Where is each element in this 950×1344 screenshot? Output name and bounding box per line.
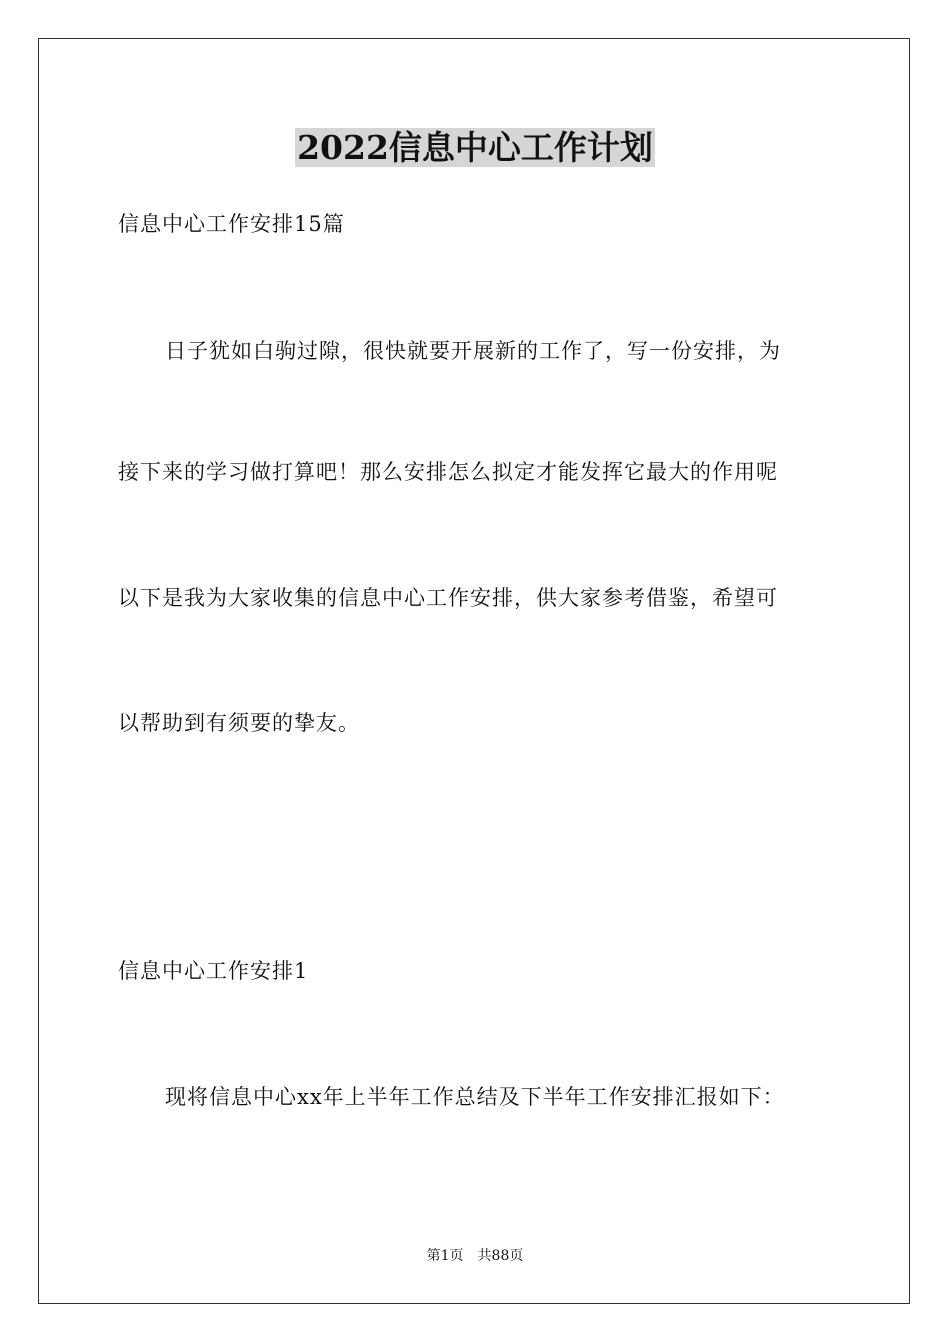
document-subtitle: 信息中心工作安排15篇	[118, 212, 345, 236]
intro-line-3: 以下是我为大家收集的信息中心工作安排，供大家参考借鉴，希望可	[118, 586, 778, 610]
intro-line-1: 日子犹如白驹过隙，很快就要开展新的工作了，写一份安排，为	[165, 339, 781, 363]
page-number: 第1页	[426, 1248, 464, 1264]
intro-line-4: 以帮助到有须要的挚友。	[118, 711, 360, 735]
document-title: 2022信息中心工作计划	[297, 128, 653, 167]
document-title-wrapper	[0, 124, 950, 172]
page-footer	[0, 1246, 950, 1266]
intro-line-2: 接下来的学习做打算吧！那么安排怎么拟定才能发挥它最大的作用呢	[118, 460, 778, 484]
section-line: 现将信息中心xx年上半年工作总结及下半年工作安排汇报如下：	[165, 1085, 785, 1109]
section-heading: 信息中心工作安排1	[118, 959, 309, 983]
page-total: 共88页	[477, 1248, 524, 1264]
